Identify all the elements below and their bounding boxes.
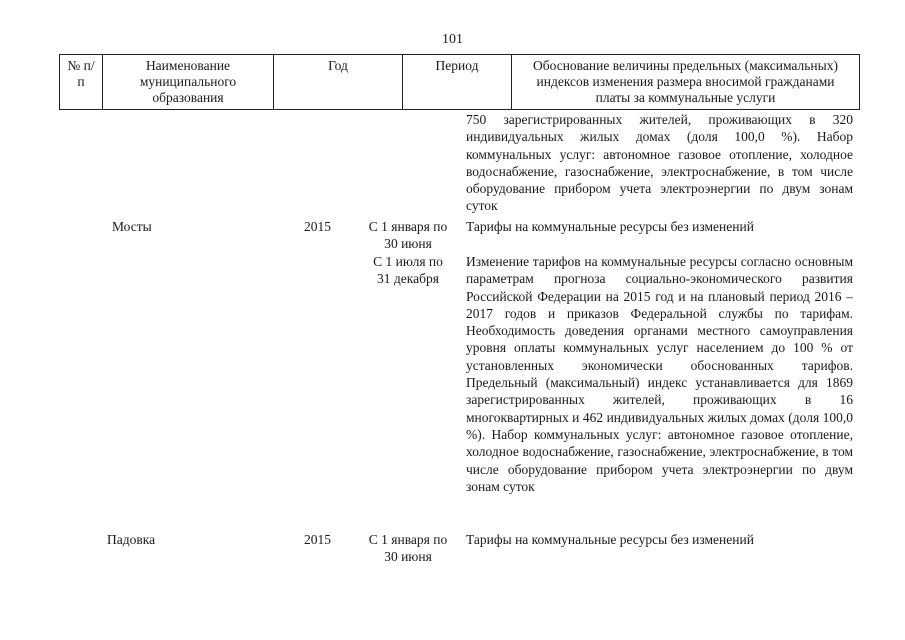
header-year: Год: [274, 55, 403, 109]
row-1-period-2: С 1 июля по 31 декабря: [373, 254, 443, 287]
row-2-justification-1: Тарифы на коммунальные ресурсы без изменений: [466, 532, 754, 547]
row-1-justification-2: Изменение тарифов на коммунальные ресурсы согласно основным параметрам прогноза социально-экономического развития Российской Федерации на 2015 год и на плановый период 2016 – 2017 годов и приказов Федеральной службы по тарифам. Необходимость доведения органами местного самоуправления уровня оплаты коммунальных услуг населением до 100 % от установленных экономически обоснованных тарифов. Предельный (максимальный) индекс устанавливается для 1869 зарегистрированных жителей, проживающих в 16 многоквартирных и 462 индивидуальных жилых домах (доля 100,0 %). Набор коммунальных услуг: автономное газовое отопление, холодное водоснабжение, газоснабжение, электроснабжение, в том числе оборудование прибором учета электроэнергии по двум зонам суток: [466, 254, 853, 494]
page-number: 101: [442, 32, 463, 47]
row-2-year: 2015: [304, 532, 331, 547]
row-1-municipality: Мосты: [112, 219, 152, 234]
header-municipality: Наименование муниципального образования: [103, 55, 274, 109]
header-justification: Обоснование величины предельных (максимальных) индексов изменения размера вносимой гражданами платы за коммунальные услуги: [533, 58, 838, 105]
header-period: Период: [403, 55, 512, 109]
row-1-justification-1: Тарифы на коммунальные ресурсы без изменений: [466, 219, 754, 234]
header-num: № п/п: [60, 55, 103, 109]
row-1-period-1: С 1 января по 30 июня: [368, 219, 448, 252]
row-1-year: 2015: [304, 219, 331, 234]
table-header: [59, 54, 860, 110]
row-2-municipality: Падовка: [107, 532, 156, 547]
continuation-text: 750 зарегистрированных жителей, проживающих в 320 индивидуальных жилых домах (доля 100,0 %). Набор коммунальных услуг: автономное газовое отопление, холодное водоснабжение, газоснабжение, электроснабжение, в том числе оборудование прибором учета электроэнергии по двум зонам суток: [466, 112, 853, 214]
row-2-period-1: С 1 января по 30 июня: [368, 532, 448, 565]
